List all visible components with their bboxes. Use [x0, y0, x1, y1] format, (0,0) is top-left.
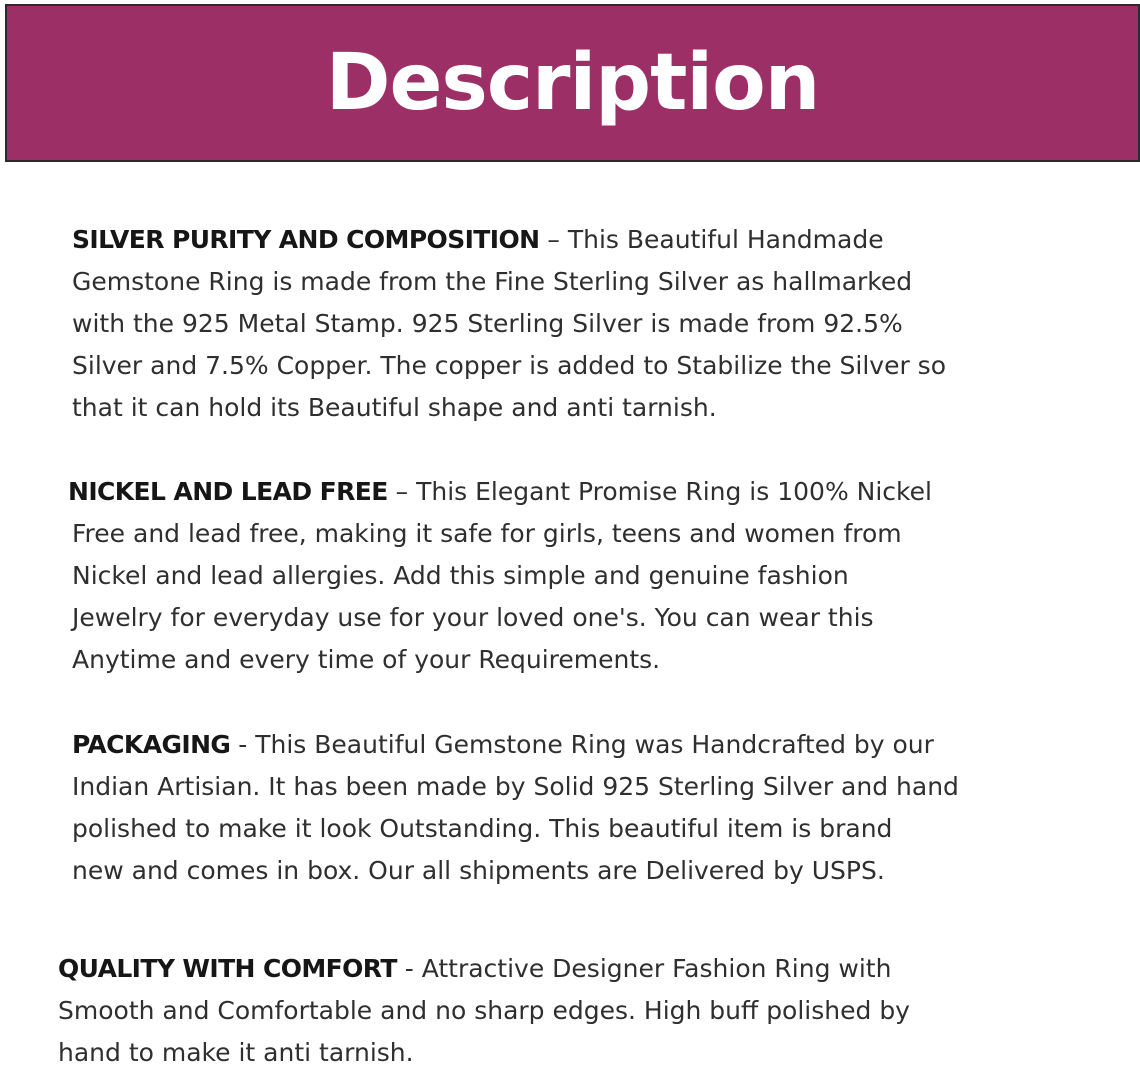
section-packaging — [72, 724, 959, 892]
section-first-line — [72, 219, 946, 261]
section-text: Gemstone Ring is made from the Fine Sterling Silver as hallmarked — [72, 267, 913, 296]
section-heading: SILVER PURITY AND COMPOSITION — [72, 225, 540, 254]
section-text: - Attractive Designer Fashion Ring with — [396, 954, 892, 983]
section-first-line — [68, 471, 932, 513]
section-text: – This Elegant Promise Ring is 100% Nickel — [387, 477, 932, 506]
section-text: that it can hold its Beautiful shape and anti tarnish. — [72, 393, 717, 422]
section-heading: PACKAGING — [72, 730, 231, 759]
section-text: - This Beautiful Gemstone Ring was Handcrafted by our — [230, 730, 934, 759]
section-text: Silver and 7.5% Copper. The copper is added to Stabilize the Silver so — [72, 351, 946, 380]
section-text: Indian Artisian. It has been made by Solid 925 Sterling Silver and hand — [72, 772, 959, 801]
page-title: Description — [325, 38, 820, 128]
section-first-line — [58, 948, 910, 990]
section-heading: QUALITY WITH COMFORT — [58, 954, 397, 983]
section-text: Nickel and lead allergies. Add this simple and genuine fashion — [72, 561, 849, 590]
section-nickel-lead-free — [68, 471, 932, 681]
section-text: new and comes in box. Our all shipments are Delivered by USPS. — [72, 856, 885, 885]
section-text: polished to make it look Outstanding. This beautiful item is brand — [72, 814, 893, 843]
description-banner — [5, 4, 1140, 162]
section-text: Free and lead free, making it safe for girls, teens and women from — [72, 519, 902, 548]
section-quality-comfort — [58, 948, 910, 1074]
section-text: Jewelry for everyday use for your loved one's. You can wear this — [72, 603, 874, 632]
section-silver-purity — [72, 219, 946, 429]
section-first-line — [72, 724, 959, 766]
section-text: with the 925 Metal Stamp. 925 Sterling Silver is made from 92.5% — [72, 309, 903, 338]
section-text: hand to make it anti tarnish. — [58, 1038, 414, 1067]
section-heading: NICKEL AND LEAD FREE — [68, 477, 388, 506]
section-text: Smooth and Comfortable and no sharp edges. High buff polished by — [58, 996, 910, 1025]
section-text: Anytime and every time of your Requirements. — [72, 645, 661, 674]
section-text: – This Beautiful Handmade — [539, 225, 884, 254]
